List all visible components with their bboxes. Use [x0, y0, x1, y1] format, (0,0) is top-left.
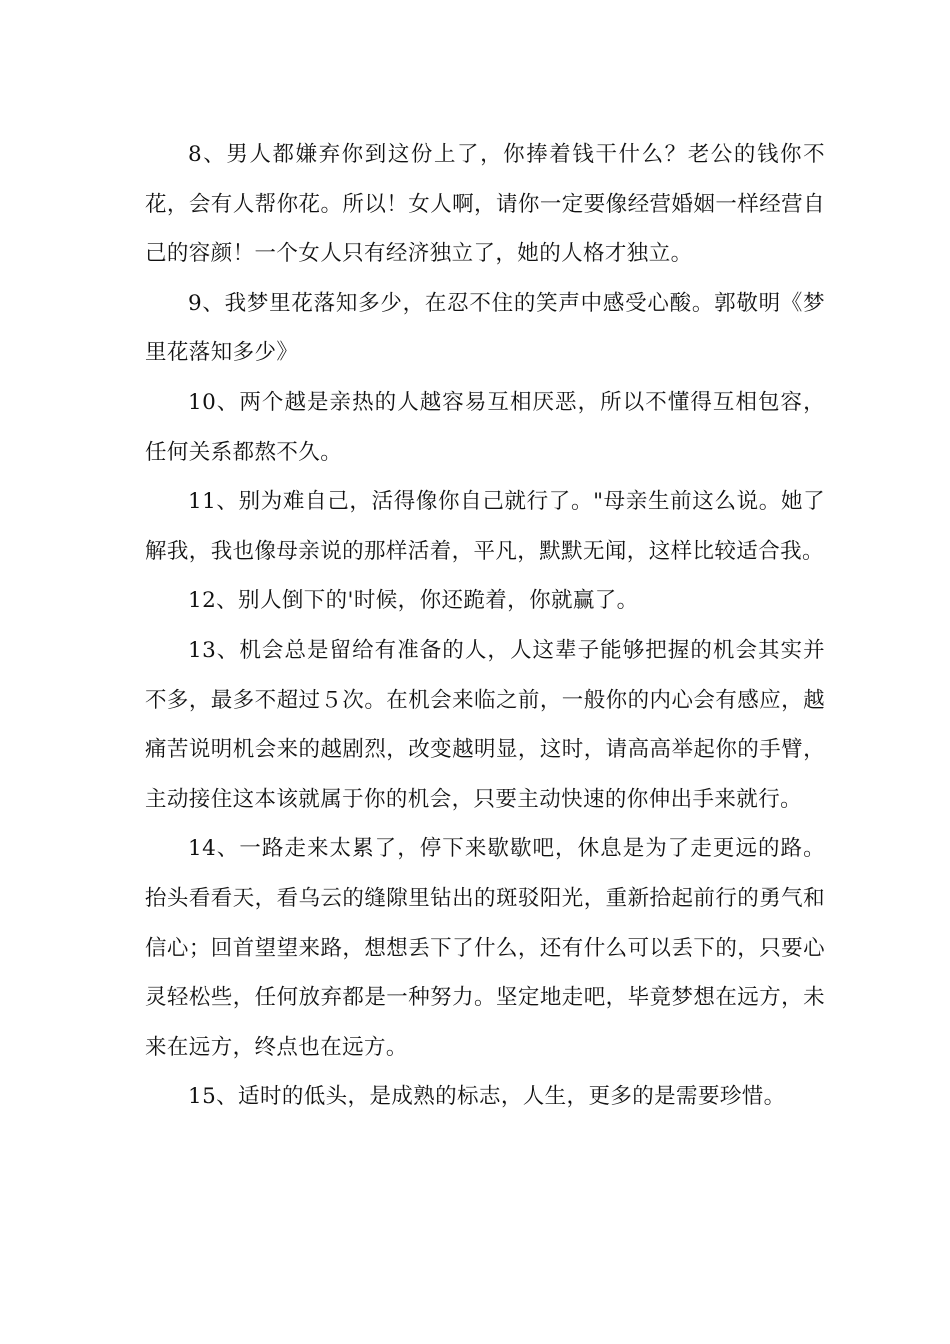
paragraph-15: 15、适时的低头，是成熟的标志，人生，更多的是需要珍惜。 [188, 1084, 786, 1110]
paragraph-14: 14、一路走来太累了，停下来歇歇吧，休息是为了走更远的路。抬头看看天，看乌云的缝隙里钻出的斑驳阳光，重新拾起前行的勇气和信心；回首望望来路，想想丢下了什么，还有什么可以丢下的，只要心灵轻松些，任何放弃都是一种努力。坚定地走吧，毕竟梦想在远方，未来在远方，终点也在远方。 [145, 836, 825, 1060]
paragraph-8: 8、男人都嫌弃你到这份上了，你捧着钱干什么？老公的钱你不花，会有人帮你花。所以！女人啊，请你一定要像经营婚姻一样经营自己的容颜！一个女人只有经济独立了，她的人格才独立。 [145, 142, 825, 267]
paragraph-13: 13、机会总是留给有准备的人，人这辈子能够把握的机会其实并不多，最多不超过５次。在机会来临之前，一般你的内心会有感应，越痛苦说明机会来的越剧烈，改变越明显，这时，请高高举起你的手臂，主动接住这本该就属于你的机会，只要主动快速的你伸出手来就行。 [145, 637, 825, 812]
document-body [145, 130, 825, 1122]
paragraph-11: 11、别为难自己，活得像你自己就行了。"母亲生前这么说。她了解我，我也像母亲说的那样活着，平凡，默默无闻，这样比较适合我。 [145, 489, 825, 564]
paragraph-12: 12、别人倒下的'时候，你还跪着，你就赢了。 [188, 588, 639, 614]
paragraph-9: 9、我梦里花落知多少，在忍不住的笑声中感受心酸。郭敬明《梦里花落知多少》 [145, 290, 825, 366]
paragraph-10: 10、两个越是亲热的人越容易互相厌恶，所以不懂得互相包容，任何关系都熬不久。 [145, 389, 825, 465]
